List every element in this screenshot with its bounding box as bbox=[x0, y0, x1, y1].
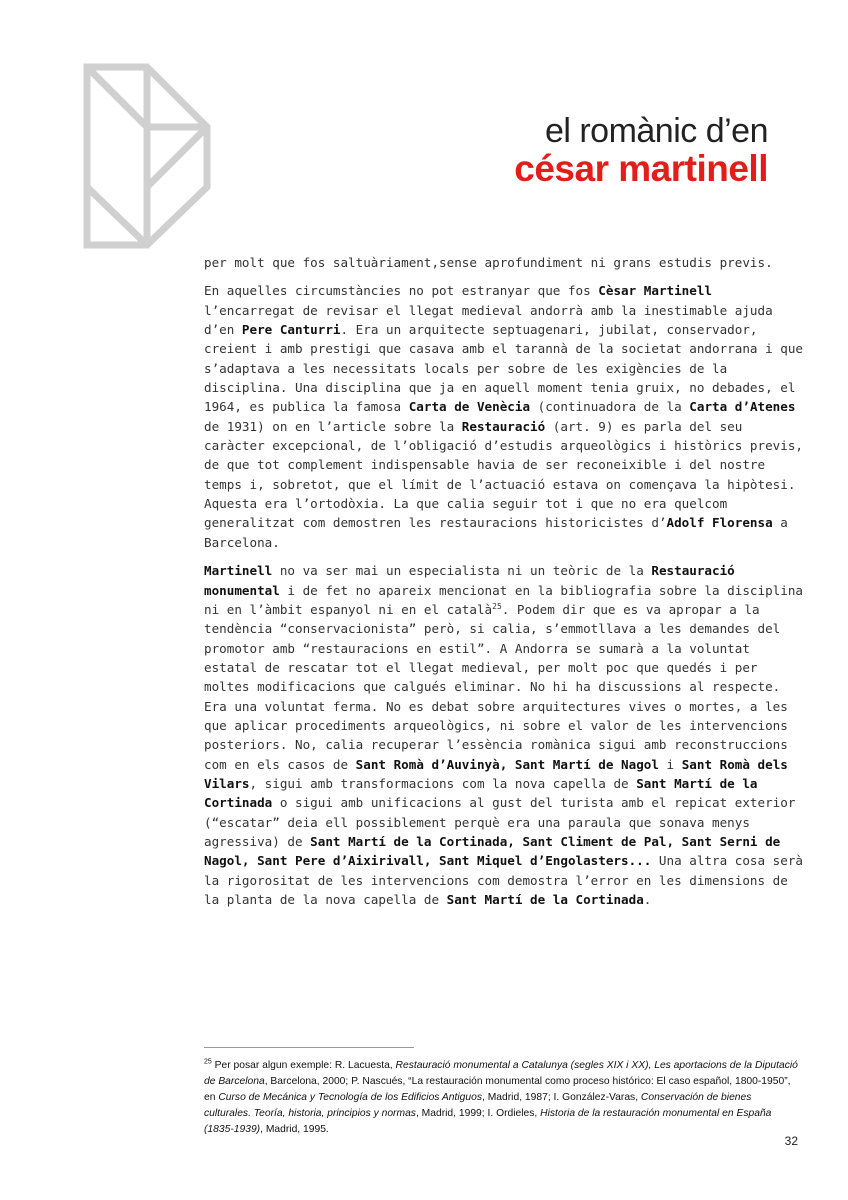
bold-term: Carta de Venècia bbox=[408, 399, 531, 415]
book-title bbox=[514, 113, 768, 189]
page-number: 32 bbox=[784, 1134, 798, 1148]
book-title-line2: césar martinell bbox=[514, 148, 768, 189]
bold-term: Martinell bbox=[204, 563, 273, 579]
bold-term: Carta d’Atenes bbox=[689, 399, 796, 415]
book-title-line1: el romànic d’en bbox=[544, 112, 768, 150]
bold-term: Sant Romà d’Auvinyà, Sant Martí de Nagol bbox=[355, 756, 659, 772]
hexagon-book-logo-icon bbox=[82, 62, 212, 250]
paragraph-2: En aquelles circumstàncies no pot estranyar que fos Cèsar Martinell l’encarregat de revisar el llegat medieval andorrà amb la inestimable ajuda d’en Pere Canturri. Era un arquitecte septuagenari, jubilat, conservador, creient i amb prestigi que casava amb el tarannà de la societat andorrana i que s’adaptava a les necessitats locals per sobre de les exigències de la disciplina. Una disciplina que ja en aquell moment tenia gruix, no debades, el 1964, es publica la famosa Carta de Venècia (continuadora de la Carta d’Atenes de 1931) on en l’article sobre la Restauració (art. 9) es parla del seu caràcter excepcional, de l’obligació d’estudis arqueològics i històrics previs, de que tot complement indispensable havia de ser reconeixible i del nostre temps i, sobretot, que el límit de l’actuació estava on començava la hipòtesi. Aquesta era l’ortodòxia. La que calia seguir tot i que no era quelcom generalitzat com demostren les restauracions historicistes d’Adolf Florensa a Barcelona. bbox=[204, 283, 803, 550]
bold-term: Restauració monumental bbox=[204, 563, 735, 598]
bold-term: Sant Martí de la Cortinada, Sant Climent de Pal, Sant Serni de Nagol, Sant Pere d’Aixirivall, Sant Miquel d’Engolasters... bbox=[204, 833, 781, 869]
footnote-divider bbox=[204, 1047, 414, 1048]
footnote-number: 25 bbox=[204, 1058, 212, 1066]
paragraph-1: per molt que fos saltuàriament,sense aprofundiment ni grans estudis previs. bbox=[204, 255, 773, 270]
bold-term: Pere Canturri bbox=[241, 322, 341, 338]
bold-term: Cèsar Martinell bbox=[598, 283, 713, 299]
bold-term: Sant Martí de la Cortinada bbox=[446, 892, 644, 907]
bold-term: Restauració bbox=[461, 418, 546, 434]
body-text bbox=[204, 253, 804, 918]
footnote: $^{25}$ Per posar algun exemple: R. Lacuesta, Restauració monumental a Catalunya (segles XIX i XX), Les aportacions de la Diputació de Barcelona, Barcelona, 2000; P. Nascués, “La restauración monumental como proceso histórico: El caso español, 1800-1950”, en Curso de Mecánica y Tecnología de los Edificios Antiguos, Madrid, 1987; I. González-Varas, Conservación de bienes culturales. Teoría, historia, principios y normas, Madrid, 1999; I. Ordieles, Historia de la restauración monumental en España (1835-1939), Madrid, 1995. bbox=[204, 1058, 798, 1135]
paragraph-3: Martinell no va ser mai un especialista ni un teòric de la Restauració monumental i de fet no apareix mencionat en la bibliografia sobre la disciplina ni en l’àmbit espanyol ni en el català$^{25}$. Podem dir que es va apropar a la tendència “conservacionista” però, si calia, s’emmotllava a les demandes del promotor amb “restauracions en estil”. A Andorra se sumarà a la voluntat estatal de rescatar tot el llegat medieval, per molt poc que quedés i per moltes modificacions que calgués eliminar. No hi ha discussions al respecte. Era una voluntat ferma. No es debat sobre arquitectures vives o mortes, a les que aplicar procediments arqueològics, ni sobre el valor de les intervencions posteriors. No, calia recuperar l’essència romànica sigui amb reconstruccions com en els casos de Sant Romà d’Auvinyà, Sant Martí de Nagol i Sant Romà dels Vilars, sigui amb transformacions com la nova capella de Sant Martí de la Cortinada o sigui amb unificacions al gust del turista amb el repicat exterior (“escatar” deia ell possiblement perquè era una paraula que sonava menys agressiva) de Sant Martí de la Cortinada, Sant Climent de Pal, Sant Serni de Nagol, Sant Pere d’Aixirivall, Sant Miquel d’Engolasters... Una altra cosa serà la rigorositat de les intervencions com demostra l’error en les dimensions de la planta de la nova capella de Sant Martí de la Cortinada. bbox=[204, 563, 803, 907]
footnote-ref[interactable]: 25 bbox=[492, 601, 502, 611]
bold-term: Sant Martí de la Cortinada bbox=[204, 775, 758, 811]
bold-term: Sant Romà dels Vilars bbox=[204, 756, 788, 791]
bold-term: Adolf Florensa bbox=[666, 515, 773, 531]
